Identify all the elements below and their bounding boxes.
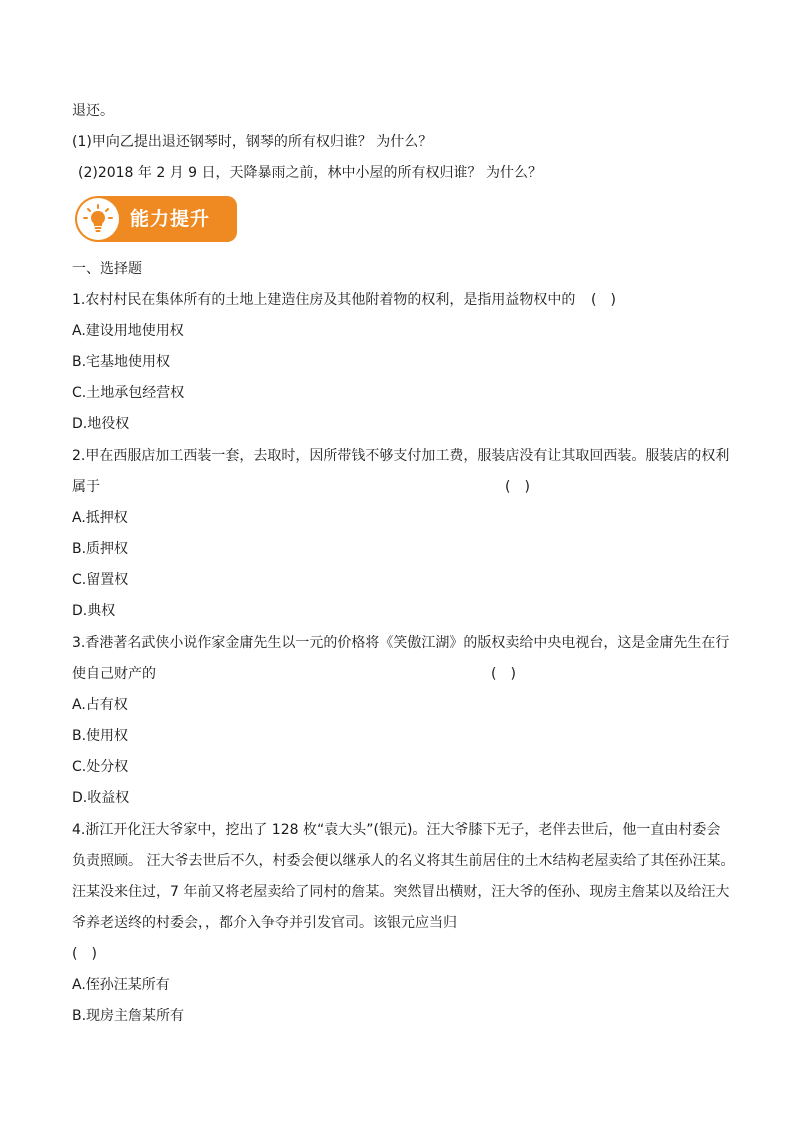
- question-2-stem-line-2: 属于: [72, 479, 100, 495]
- question-2-answer-paren: ( ): [505, 479, 530, 495]
- previous-answer-end: 退还。: [72, 103, 114, 119]
- banner-label: 能力提升: [130, 208, 211, 230]
- question-4-answer-paren: ( ): [72, 946, 97, 962]
- question-1-stem: 1.农村村民在集体所有的土地上建造住房及其他附着物的权利，是指用益物权中的: [72, 292, 576, 308]
- question-3-stem-line-2: 使自己财产的: [72, 666, 156, 682]
- question-3-option-c: C.处分权: [72, 759, 129, 775]
- question-2-option-d: D.典权: [72, 603, 116, 619]
- question-4-option-b: B.现房主詹某所有: [72, 1008, 185, 1024]
- question-4-stem-line-2: 负责照顾。 汪大爷去世后不久，村委会便以继承人的名义将其生前居住的土木结构老屋卖给了其侄孙汪某。: [72, 853, 735, 869]
- section-banner: [75, 196, 237, 242]
- question-1-answer-paren: ( ): [591, 292, 616, 308]
- question-3-option-b: B.使用权: [72, 728, 129, 744]
- section-title: 一、选择题: [72, 261, 142, 277]
- question-1-option-a: A.建设用地使用权: [72, 323, 184, 339]
- previous-subquestion-2: (2)2018 年 2 月 9 日，天降暴雨之前，林中小屋的所有权归谁？ 为什么？: [78, 165, 542, 181]
- question-4-stem-line-3: 汪某没来住过，7 年前又将老屋卖给了同村的詹某。突然冒出横财，汪大爷的侄孙、现房主詹某以及给汪大: [72, 884, 730, 900]
- question-4-stem-line-1: 4.浙江开化汪大爷家中，挖出了 128 枚“袁大头”(银元)。汪大爷膝下无子，老伴去世后，他一直由村委会: [72, 822, 721, 838]
- previous-subquestion-1: (1)甲向乙提出退还钢琴时，钢琴的所有权归谁？ 为什么？: [72, 134, 433, 150]
- question-4-stem-line-4: 爷养老送终的村委会，，都介入争夺并引发官司。该银元应当归: [72, 915, 457, 931]
- lightbulb-icon: [77, 198, 119, 240]
- question-4-option-a: A.侄孙汪某所有: [72, 977, 170, 993]
- question-3-answer-paren: ( ): [491, 666, 516, 682]
- question-1-option-c: C.土地承包经营权: [72, 385, 185, 401]
- question-2-option-b: B.质押权: [72, 541, 129, 557]
- question-2-option-c: C.留置权: [72, 572, 129, 588]
- question-3-stem-line-1: 3.香港著名武侠小说作家金庸先生以一元的价格将《笑傲江湖》的版权卖给中央电视台，这是金庸先生在行: [72, 635, 730, 651]
- question-2-option-a: A.抵押权: [72, 510, 128, 526]
- question-2-stem-line-1: 2.甲在西服店加工西装一套，去取时，因所带钱不够支付加工费，服装店没有让其取回西装。服装店的权利: [72, 448, 730, 464]
- question-1-option-d: D.地役权: [72, 416, 130, 432]
- question-1-option-b: B.宅基地使用权: [72, 354, 171, 370]
- question-3-option-d: D.收益权: [72, 790, 130, 806]
- question-3-option-a: A.占有权: [72, 697, 128, 713]
